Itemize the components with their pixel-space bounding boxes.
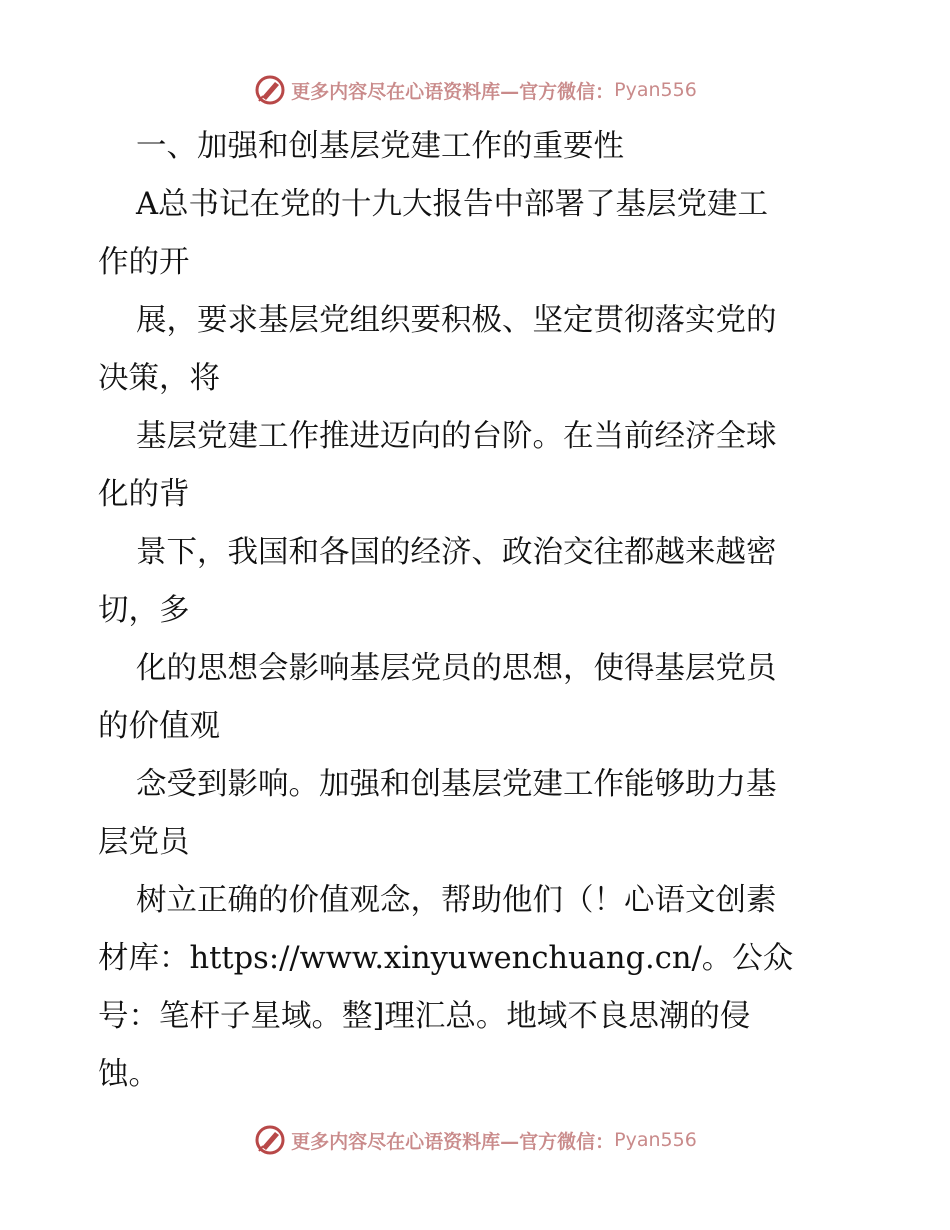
text-line: 景下，我国和各国的经济、政治交往都越来越密 [136,535,777,570]
text-line: 层党员 [98,825,190,860]
text-line: 决策，将 [98,361,220,396]
footer-contact: Pyan556 [614,1129,697,1151]
text-line: 化的思想会影响基层党员的思想，使得基层党员 [136,651,777,686]
quill-logo-icon [253,1123,287,1157]
document-body [98,118,858,1104]
quill-logo-icon [253,73,287,107]
header-brand-text: 更多内容尽在心语资料库—官方微信： [291,80,615,103]
text-line: 作的开 [98,245,190,280]
text-line: 蚀。 [98,1057,159,1092]
text-line: 念受到影响。加强和创基层党建工作能够助力基 [136,767,777,802]
footer-brand-text: 更多内容尽在心语资料库—官方微信： [291,1130,615,1153]
heading-line: 一、加强和创基层党建工作的重要性 [136,129,624,164]
text-line: 材库：https://www.xinyuwenchuang.cn/。公众 [98,941,794,976]
text-line: 基层党建工作推进迈向的台阶。在当前经济全球 [136,419,777,454]
text-line: 号：笔杆子星域。整]理汇总。地域不良思潮的侵 [98,999,751,1034]
text-line: 树立正确的价值观念，帮助他们（！心语文创素 [136,883,777,918]
text-line: 切，多 [98,593,190,628]
text-line: 的价值观 [98,709,220,744]
text-line: 化的背 [98,477,190,512]
footer-banner [0,1120,950,1160]
header-banner [0,70,950,110]
text-line: A总书记在党的十九大报告中部署了基层党建工 [136,187,769,222]
text-line: 展，要求基层党组织要积极、坚定贯彻落实党的 [136,303,777,338]
header-contact: Pyan556 [614,79,697,101]
